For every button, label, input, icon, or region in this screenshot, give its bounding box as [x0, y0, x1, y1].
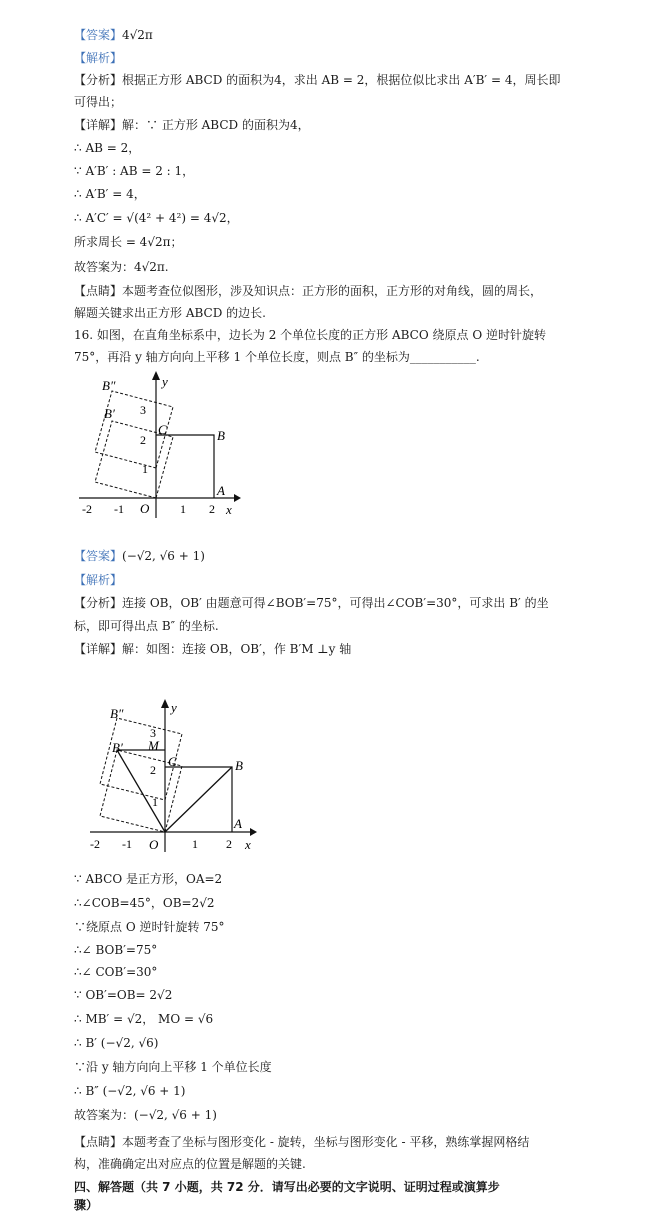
text-line [74, 1106, 217, 1124]
section-tag: 【答案】 [74, 549, 123, 563]
text-line [74, 348, 480, 366]
label-B2: B″ [102, 378, 116, 393]
label-A: A [234, 816, 242, 831]
text-line [74, 941, 157, 959]
line-text: ∵ OB′=OB= 2√2 [74, 988, 173, 1002]
line-text: 构，准确确定出对应点的位置是解题的关键. [74, 1157, 306, 1171]
text-line [74, 1155, 306, 1173]
tick-y: 2 [140, 433, 146, 447]
line-text: 16. 如图，在直角坐标系中，边长为 2 个单位长度的正方形 ABCO 绕原点 O 逆时针旋转 [74, 328, 546, 342]
label-B: B [217, 428, 225, 443]
line-text: 【详解】解：∵ 正方形 ABCD 的面积为4， [74, 118, 310, 132]
text-line [74, 1133, 529, 1151]
figure-coordinate-rotation-1 [74, 368, 244, 526]
line-text: ∵ ABCO 是正方形，OA=2 [74, 872, 223, 886]
line-text: ∵绕原点 O 逆时针旋转 75° [74, 920, 225, 934]
tick-x: -2 [82, 502, 92, 516]
text-line [74, 185, 146, 203]
line-text: ∴∠ COB′=30° [74, 965, 158, 979]
line-text: 解题关键求出正方形 ABCD 的边长. [74, 306, 266, 320]
tick-x: -1 [114, 502, 124, 516]
line-text: ∴ MB′ = √2， MO = √6 [74, 1012, 214, 1026]
label-A: A [217, 483, 225, 498]
tick-x: -1 [122, 837, 132, 851]
text-line [74, 547, 205, 565]
section-tag: 【答案】 [74, 28, 123, 42]
label-x: x [245, 837, 251, 852]
tick-x: 2 [209, 502, 215, 516]
line-text: ∵沿 y 轴方向向上平移 1 个单位长度 [74, 1060, 272, 1074]
label-O: O [140, 501, 150, 516]
text-line [74, 71, 560, 89]
text-line [74, 304, 266, 322]
line-text: 【点睛】本题考查位似图形，涉及知识点：正方形的面积，正方形的对角线，圆的周长， [74, 284, 543, 298]
section-tag: 【解析】 [74, 573, 123, 587]
text-line [74, 258, 169, 276]
line-text: 标，即可得出点 B″ 的坐标. [74, 619, 219, 633]
label-B2: B″ [110, 706, 124, 721]
line-text: (−√2, √6 + 1) [122, 549, 205, 563]
line-text: ∴ AB = 2， [74, 141, 141, 155]
text-line [74, 1196, 98, 1214]
text-line [74, 870, 222, 888]
label-B1: B′ [112, 740, 123, 755]
line-text: 可得出； [74, 95, 123, 109]
tick-y: 3 [140, 403, 146, 417]
text-line [74, 571, 122, 589]
tick-x: 1 [192, 837, 198, 851]
label-x: x [226, 502, 232, 517]
text-line [74, 282, 542, 300]
line-text: 75°，再沿 y 轴方向向上平移 1 个单位长度，则点 B″ 的坐标为___________. [74, 350, 480, 364]
line-text: 【详解】解：如图：连接 OB，OB′，作 B′M ⊥y 轴 [74, 642, 352, 656]
tick-y: 1 [152, 795, 158, 809]
figure-coordinate-rotation-2 [82, 692, 262, 858]
tick-x: 2 [226, 837, 232, 851]
text-line [74, 162, 194, 180]
text-line [74, 1082, 186, 1100]
text-line [74, 894, 214, 912]
text-line [74, 326, 546, 344]
text-line [74, 49, 122, 67]
text-line [74, 93, 122, 111]
text-line [74, 963, 157, 981]
label-B: B [235, 758, 243, 773]
text-line [74, 209, 239, 227]
text-line [74, 640, 351, 658]
line-text: 【分析】根据正方形 ABCD 的面积为4，求出 AB = 2，根据位似比求出 A′B′ = 4，周长即 [74, 73, 561, 87]
label-B1: B′ [104, 406, 115, 421]
tick-y: 1 [142, 462, 148, 476]
tick-y: 2 [150, 763, 156, 777]
label-O: O [149, 837, 159, 852]
text-line [74, 918, 225, 936]
tick-x: 1 [180, 502, 186, 516]
text-line [74, 116, 310, 134]
label-C: C [158, 422, 167, 437]
label-M: M [148, 738, 159, 753]
text-line [74, 617, 219, 635]
text-line [74, 1010, 213, 1028]
line-text: ∴ A′C′ = √(4² + 4²) = 4√2， [74, 211, 239, 225]
line-text: 所求周长 = 4√2π； [74, 235, 183, 249]
line-text: 故答案为：(−√2, √6 + 1) [74, 1108, 217, 1122]
line-text: 【点睛】本题考查了坐标与图形变化 - 旋转，坐标与图形变化 - 平移，熟练掌握网格结 [74, 1135, 530, 1149]
line-text: ∴ B′ (−√2, √6) [74, 1036, 159, 1050]
line-text: ∴∠COB=45°，OB=2√2 [74, 896, 215, 910]
text-line [74, 986, 172, 1004]
line-text: 【分析】连接 OB，OB′ 由题意可得∠BOB′=75°，可得出∠COB′=30°，可求出 B′ 的坐 [74, 596, 549, 610]
section-tag: 【解析】 [74, 51, 123, 65]
tick-x: -2 [90, 837, 100, 851]
text-line [74, 26, 153, 44]
text-line [74, 1034, 158, 1052]
text-line [74, 139, 140, 157]
text-line [74, 594, 549, 612]
line-text: ∵ A′B′ : AB = 2 : 1， [74, 164, 195, 178]
line-text: 四、解答题（共 7 小题，共 72 分．请写出必要的文字说明、证明过程或演算步 [74, 1180, 500, 1194]
line-text: 骤） [74, 1198, 99, 1212]
label-y: y [171, 700, 177, 715]
line-text: ∴ A′B′ = 4， [74, 187, 146, 201]
line-text: ∴∠ BOB′=75° [74, 943, 158, 957]
text-line [74, 233, 183, 251]
tick-y: 3 [150, 726, 156, 740]
label-y: y [162, 374, 168, 389]
line-text: ∴ B″ (−√2, √6 + 1) [74, 1084, 186, 1098]
text-line [74, 1058, 272, 1076]
label-C: C [168, 754, 177, 769]
line-text: 故答案为：4√2π. [74, 260, 169, 274]
line-text: 4√2π [122, 28, 153, 42]
text-line [74, 1178, 500, 1196]
